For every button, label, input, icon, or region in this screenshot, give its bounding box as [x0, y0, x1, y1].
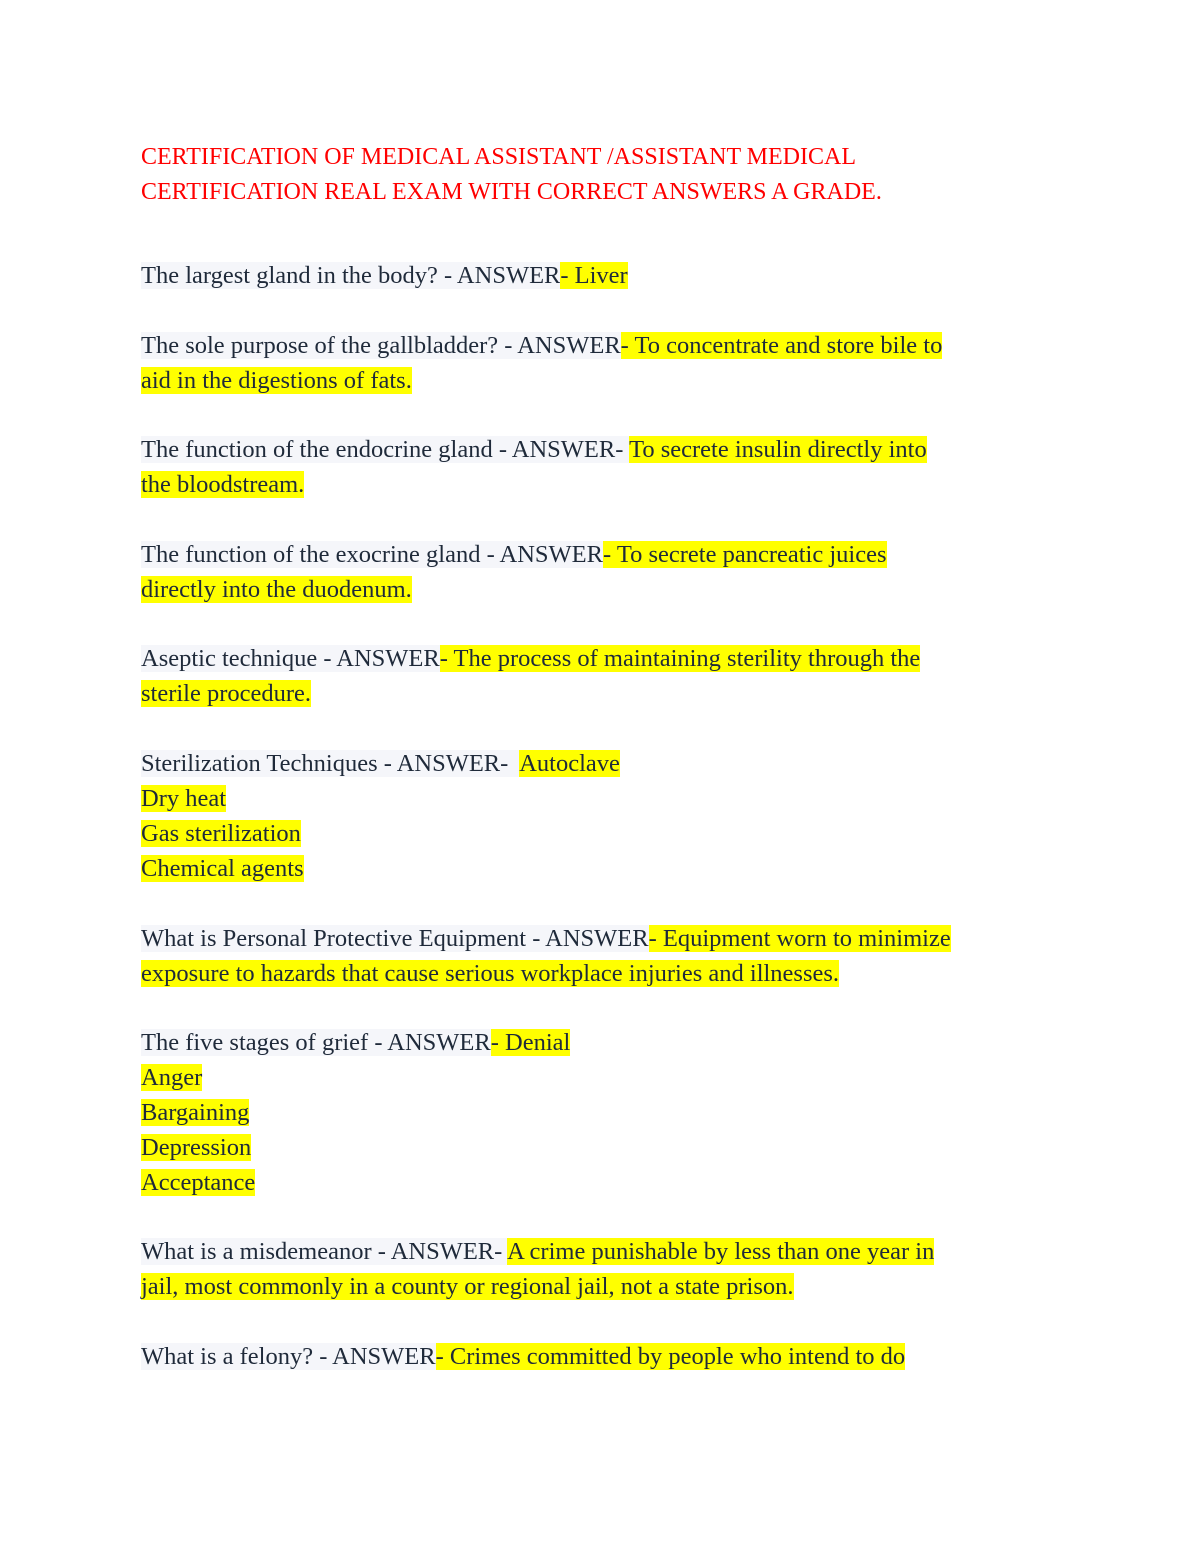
answer-text: Chemical agents [141, 855, 304, 882]
document-title [141, 140, 1061, 210]
question-text: The largest gland in the body? - ANSWER [141, 262, 561, 289]
qa-item [141, 1234, 1061, 1304]
answer-text: Gas sterilization [141, 820, 301, 847]
title-line: CERTIFICATION REAL EXAM WITH CORRECT ANSWERS A GRADE. [141, 179, 882, 205]
answer-text: aid in the digestions of fats. [141, 367, 412, 394]
qa-item [141, 921, 1061, 991]
qa-item [141, 258, 1061, 293]
qa-item [141, 1025, 1061, 1200]
answer-text: - Crimes committed by people who intend to do [435, 1343, 906, 1370]
qa-item [141, 1339, 1061, 1374]
answer-text: Depression [141, 1134, 252, 1161]
question-text: The five stages of grief - ANSWER [141, 1029, 491, 1056]
answer-text: the bloodstream. [141, 471, 305, 498]
qa-item [141, 641, 1061, 711]
question-text: The function of the endocrine gland - ANSWER- [141, 436, 630, 463]
title-line: CERTIFICATION OF MEDICAL ASSISTANT /ASSISTANT MEDICAL [141, 144, 856, 170]
answer-text: - To secrete pancreatic juices [602, 541, 887, 568]
question-text: What is Personal Protective Equipment - ANSWER [141, 925, 649, 952]
question-text: What is a misdemeanor - ANSWER- [141, 1238, 508, 1265]
question-text: What is a felony? - ANSWER [141, 1343, 436, 1370]
answer-text: directly into the duodenum. [141, 576, 412, 603]
answer-text: exposure to hazards that cause serious workplace injuries and illnesses. [141, 960, 840, 987]
question-text: The sole purpose of the gallbladder? - ANSWER [141, 332, 621, 359]
answer-text: - The process of maintaining sterility through the [439, 645, 921, 672]
question-text: The function of the exocrine gland - ANSWER [141, 541, 603, 568]
answer-text: - Liver [560, 262, 628, 289]
qa-item [141, 537, 1061, 607]
answer-text: - Equipment worn to minimize [648, 925, 951, 952]
answer-text: Anger [141, 1064, 203, 1091]
answer-text: Autoclave [519, 750, 620, 777]
answer-text: To secrete insulin directly into [629, 436, 927, 463]
answer-text: Bargaining [141, 1099, 250, 1126]
answer-text: - Denial [490, 1029, 571, 1056]
question-text: Aseptic technique - ANSWER [141, 645, 440, 672]
answer-text: jail, most commonly in a county or regional jail, not a state prison. [141, 1273, 794, 1300]
answer-text: - To concentrate and store bile to [620, 332, 943, 359]
answer-text: sterile procedure. [141, 680, 312, 707]
answer-text: A crime punishable by less than one year in [507, 1238, 935, 1265]
qa-item [141, 432, 1061, 502]
question-text: Sterilization Techniques - ANSWER- [141, 750, 520, 777]
answer-text: Dry heat [141, 785, 227, 812]
qa-item [141, 746, 1061, 886]
answer-text: Acceptance [141, 1169, 256, 1196]
qa-item [141, 328, 1061, 398]
